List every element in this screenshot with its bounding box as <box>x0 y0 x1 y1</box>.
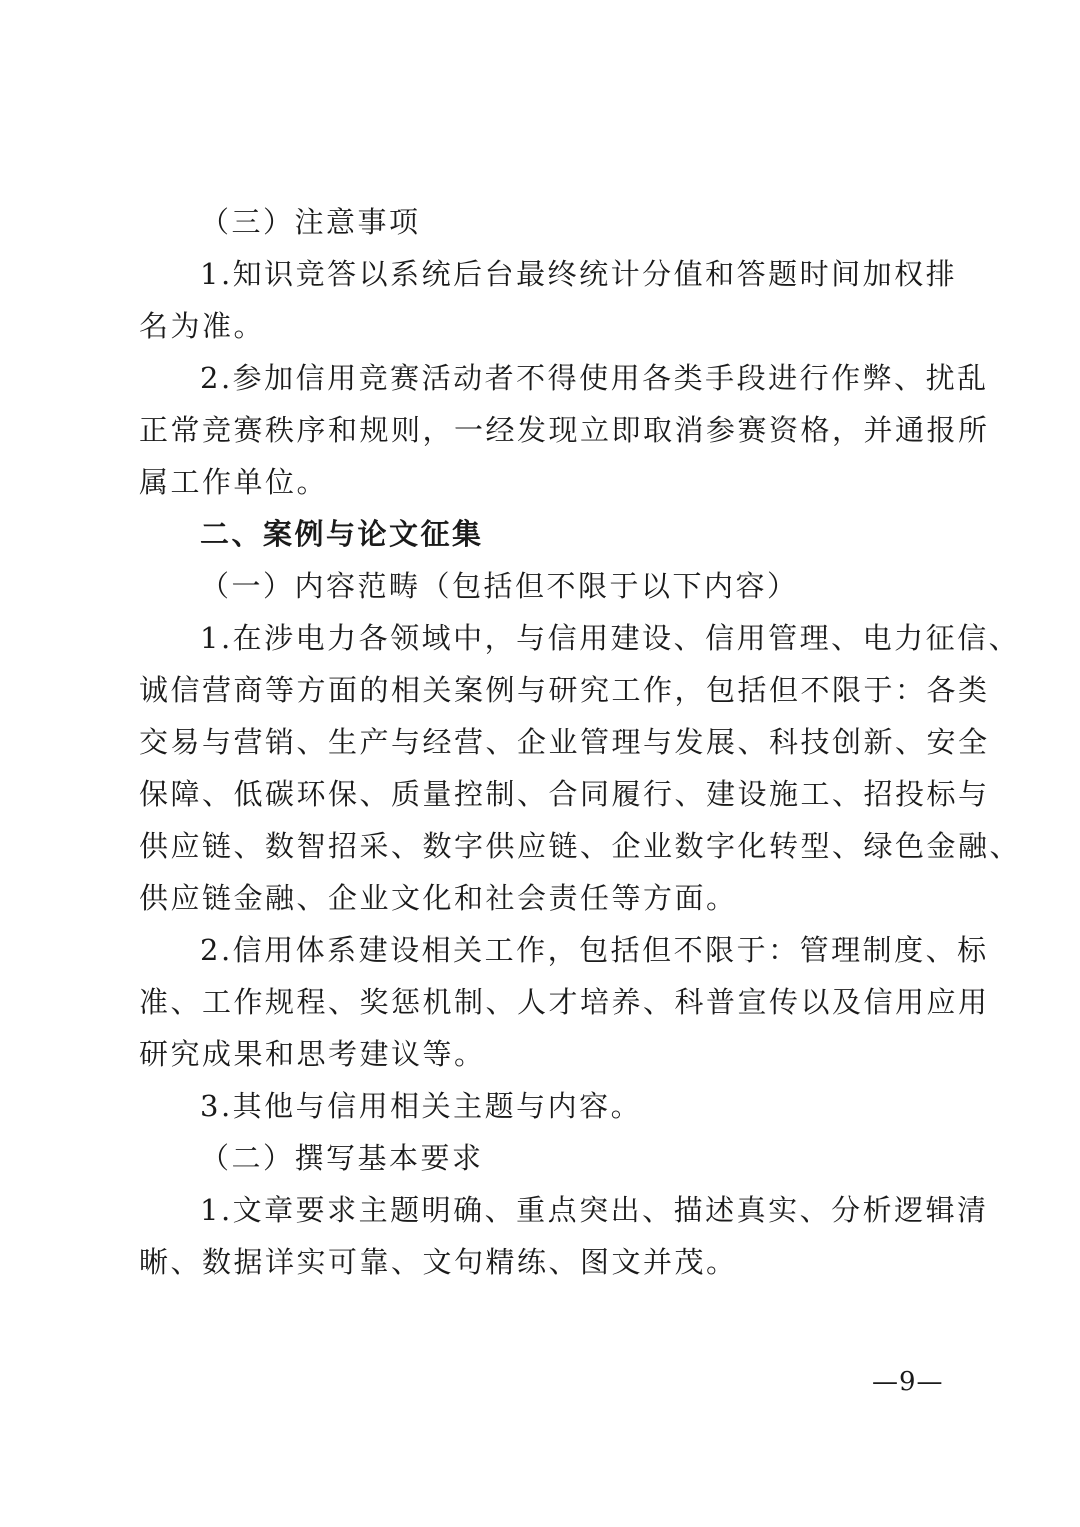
paragraph-line: 研究成果和思考建议等。 <box>139 1037 486 1071</box>
paragraph-line: 准、工作规程、奖惩机制、人才培养、科普宣传以及信用应用 <box>139 985 990 1019</box>
paragraph-line: 供应链金融、企业文化和社会责任等方面。 <box>139 881 738 915</box>
paragraph-line: 1.在涉电力各领域中，与信用建设、信用管理、电力征信、 <box>200 621 1021 655</box>
paragraph-line: 1.文章要求主题明确、重点突出、描述真实、分析逻辑清 <box>200 1193 989 1227</box>
paragraph-line: 晰、数据详实可靠、文句精练、图文并茂。 <box>139 1245 738 1279</box>
subheading-notes: （三）注意事项 <box>200 205 421 239</box>
paragraph-line: 诚信营商等方面的相关案例与研究工作，包括但不限于：各类 <box>139 673 990 707</box>
paragraph-line: 3.其他与信用相关主题与内容。 <box>200 1089 643 1123</box>
subheading-writing-requirements: （二）撰写基本要求 <box>200 1141 484 1175</box>
section-heading-cases-papers: 二、案例与论文征集 <box>200 517 484 551</box>
paragraph-line: 正常竞赛秩序和规则，一经发现立即取消参赛资格，并通报所 <box>139 413 990 447</box>
paragraph-line: 2.参加信用竞赛活动者不得使用各类手段进行作弊、扰乱 <box>200 361 989 395</box>
paragraph-line: 交易与营销、生产与经营、企业管理与发展、科技创新、安全 <box>139 725 990 759</box>
paragraph-line: 名为准。 <box>139 309 266 343</box>
subheading-content-scope: （一）内容范畴（包括但不限于以下内容） <box>200 569 799 603</box>
document-body <box>139 196 1022 1288</box>
paragraph-line: 2.信用体系建设相关工作，包括但不限于：管理制度、标 <box>200 933 989 967</box>
paragraph-line: 供应链、数智招采、数字供应链、企业数字化转型、绿色金融、 <box>139 829 1022 863</box>
paragraph-line: 1.知识竞答以系统后台最终统计分值和答题时间加权排 <box>200 257 958 291</box>
page-number: —9— <box>872 1367 944 1397</box>
paragraph-line: 属工作单位。 <box>139 465 329 499</box>
paragraph-line: 保障、低碳环保、质量控制、合同履行、建设施工、招投标与 <box>139 777 990 811</box>
